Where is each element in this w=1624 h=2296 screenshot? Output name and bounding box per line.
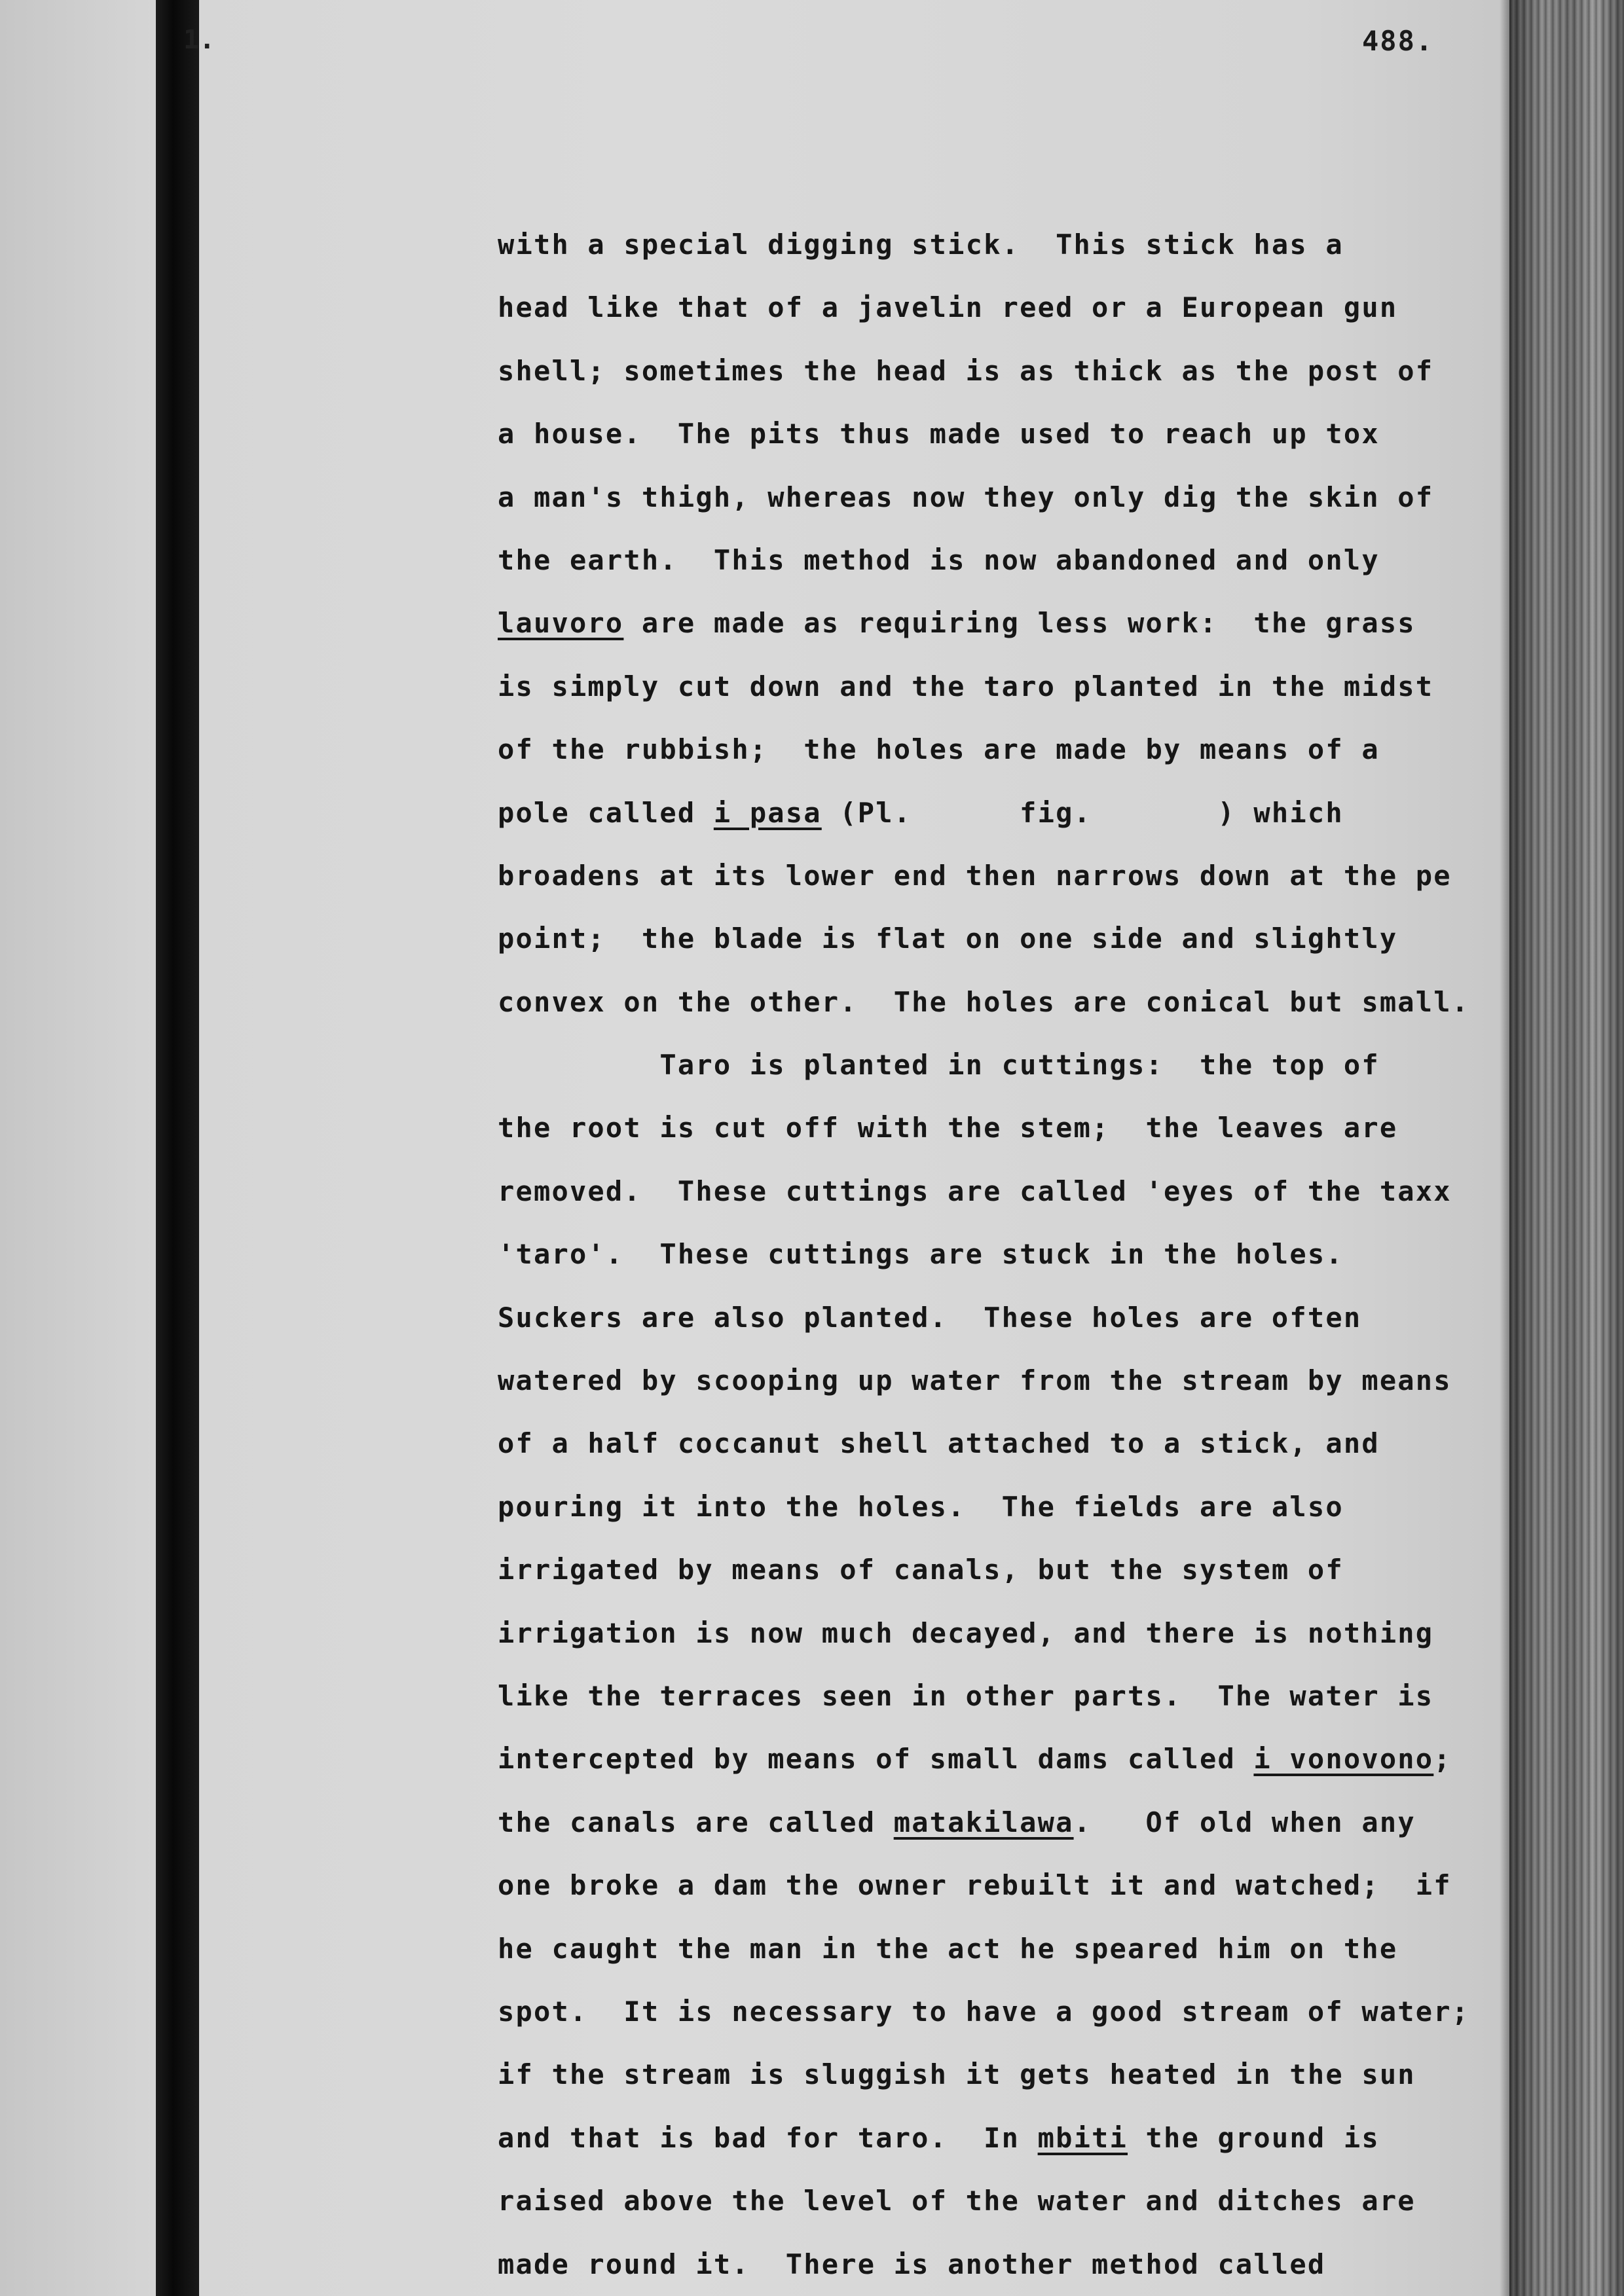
text-segment: made round it. There is another method called	[498, 2248, 1326, 2280]
text-segment: convex on the other. The holes are conical but small.	[498, 985, 1470, 1018]
text-line	[498, 2233, 1519, 2296]
text-segment: like the terraces seen in other parts. The water is	[498, 1679, 1434, 1712]
text-segment: is simply cut down and the taro planted in the midst	[498, 670, 1434, 702]
text-segment: pole called	[498, 796, 714, 829]
text-segment: the root is cut off with the stem; the leaves are	[498, 1112, 1398, 1144]
text-line	[498, 1412, 1519, 1475]
text-line	[498, 2107, 1519, 2170]
text-line	[498, 1602, 1519, 1665]
text-line	[498, 213, 1519, 276]
text-segment: one broke a dam the owner rebuilt it and watched; if	[498, 1869, 1452, 1902]
text-line	[498, 718, 1519, 781]
text-segment: broadens at its lower end then narrows down at the pe	[498, 859, 1452, 892]
text-line	[498, 466, 1519, 529]
text-segment: are made as requiring less work: the grass	[623, 607, 1416, 640]
text-line	[498, 845, 1519, 907]
page-number: 488.	[1362, 25, 1434, 57]
text-line	[498, 907, 1519, 970]
text-line	[498, 1349, 1519, 1412]
underlined-term: matakilawa	[893, 1806, 1074, 1838]
text-segment: point; the blade is flat on one side and slightly	[498, 922, 1398, 955]
text-line	[498, 1539, 1519, 1601]
text-line	[498, 1854, 1519, 1917]
text-segment: shell; sometimes the head is as thick as the post of	[498, 354, 1434, 387]
underlined-term: i pasa	[713, 796, 822, 829]
text-line	[498, 1223, 1519, 1286]
text-segment: a man's thigh, whereas now they only dig the skin of	[498, 481, 1434, 513]
text-segment: ;	[1433, 1743, 1452, 1776]
text-line	[498, 1476, 1519, 1539]
text-line	[498, 529, 1519, 592]
text-line	[498, 2043, 1519, 2106]
text-segment: raised above the level of the water and ditches are	[498, 2185, 1416, 2217]
text-line	[498, 340, 1519, 403]
text-segment: of a half coccanut shell attached to a stick, and	[498, 1427, 1380, 1460]
text-segment: the ground is	[1128, 2121, 1380, 2154]
text-line	[498, 782, 1519, 845]
text-segment: he caught the man in the act he speared him on the	[498, 1932, 1398, 1965]
text-line	[498, 2170, 1519, 2232]
text-line	[498, 1918, 1519, 1980]
underlined-term: lauvoro	[498, 607, 624, 640]
text-segment: pouring it into the holes. The fields are also	[498, 1490, 1344, 1523]
stacked-page-edges	[1509, 0, 1624, 2296]
text-segment: the earth. This method is now abandoned and only	[498, 543, 1380, 576]
text-line	[498, 1728, 1519, 1791]
text-line	[498, 1791, 1519, 1854]
text-segment: the canals are called	[498, 1806, 894, 1838]
text-line	[498, 1034, 1519, 1097]
text-line	[498, 1160, 1519, 1223]
text-segment: irrigation is now much decayed, and there is nothing	[498, 1616, 1434, 1649]
margin-mark: 1.	[183, 25, 215, 55]
text-segment: spot. It is necessary to have a good stream of water;	[498, 1995, 1470, 2028]
text-line	[498, 655, 1519, 718]
text-segment: removed. These cuttings are called 'eyes of the taxx	[498, 1175, 1452, 1207]
underlined-term: mbiti	[1037, 2121, 1128, 2154]
text-line	[498, 403, 1519, 465]
binding-shadow	[156, 0, 199, 2296]
text-segment: irrigated by means of canals, but the system of	[498, 1554, 1344, 1586]
text-segment: Suckers are also planted. These holes are often	[498, 1301, 1362, 1334]
text-segment: and that is bad for taro. In	[498, 2121, 1038, 2154]
text-line	[498, 1980, 1519, 2043]
text-line	[498, 1665, 1519, 1728]
text-segment: if the stream is sluggish it gets heated in the sun	[498, 2058, 1416, 2091]
text-segment: head like that of a javelin reed or a European gun	[498, 291, 1398, 324]
text-segment: Taro is planted in cuttings: the top of	[498, 1049, 1380, 1082]
text-line	[498, 276, 1519, 339]
underlined-term: i vonovono	[1253, 1743, 1434, 1776]
text-segment: 'taro'. These cuttings are stuck in the holes.	[498, 1238, 1344, 1271]
text-line	[498, 592, 1519, 655]
text-line	[498, 971, 1519, 1034]
text-segment: (Pl. fig. ) which	[821, 796, 1344, 829]
text-line	[498, 1286, 1519, 1349]
text-segment: . Of old when any	[1073, 1806, 1416, 1838]
text-segment: watered by scooping up water from the stream by means	[498, 1364, 1452, 1397]
text-segment: with a special digging stick. This stick has a	[498, 228, 1344, 261]
text-line	[498, 1097, 1519, 1159]
text-segment: a house. The pits thus made used to reach up tox	[498, 418, 1380, 450]
text-segment: intercepted by means of small dams called	[498, 1743, 1254, 1776]
typescript-body	[498, 213, 1519, 2296]
text-segment: of the rubbish; the holes are made by means of a	[498, 733, 1380, 766]
